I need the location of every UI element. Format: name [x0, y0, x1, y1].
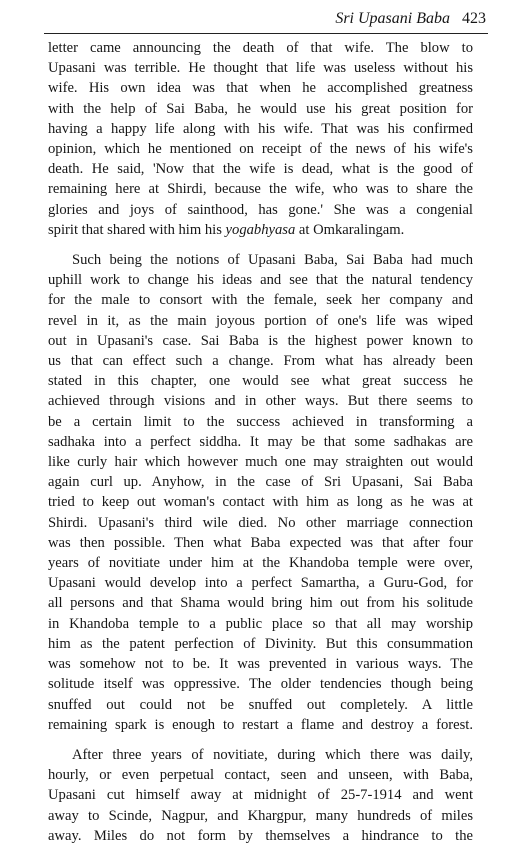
text-line: remaining here at Shirdi, because the wife, who was to share the [48, 181, 473, 198]
italic-term: yogabhyasa [225, 221, 296, 238]
text-line: was then possible. Then what Baba expected was that after four [48, 534, 473, 551]
text-line: out in Upasani's case. Sai Baba is the highest power known to [48, 332, 473, 349]
text-line: opinion, which he mentioned on receipt of the news of his wife's [48, 141, 473, 158]
text-line: years of novitiate under him at the Khandoba temple were over, [48, 555, 473, 572]
text-line: was somehow not to be. It was prevented in various ways. The [48, 656, 473, 673]
text-line: away to Scinde, Nagpur, and Khargpur, many hundreds of miles [48, 807, 473, 824]
text-line: Upasani was terrible. He thought that life was useless without his [48, 60, 473, 77]
page-number: 423 [462, 10, 486, 27]
text-line: in Khandoba temple to a public place so that all may worship [48, 615, 473, 632]
text-line: stated in this chapter, one would see what great success he [48, 373, 473, 390]
text-line: letter came announcing the death of that wife. The blow to [48, 40, 473, 56]
text-line: uphill work to change his ideas and see that the natural tendency [48, 272, 473, 289]
text-line: away. Miles do not form by themselves a hindrance to the [48, 827, 473, 844]
text-line: Shirdi. Upasani's third wile died. No other marriage connection [48, 514, 473, 531]
running-title: Sri Upasani Baba [335, 10, 450, 27]
text-line: wife. His own idea was that when he accomplished greatness [48, 80, 473, 97]
text-line: revel in it, as the main joyous portion of one's life was wiped [48, 312, 473, 329]
body-text [48, 38, 473, 846]
text-line: all persons and that Shama would bring him out from his solitude [48, 595, 473, 612]
text-line: us that can effect such a change. From what has already been [48, 353, 473, 370]
text-line: After three years of novitiate, during which there was daily, [72, 746, 473, 763]
text-line: achieved through visions and in other ways. But there seems to [48, 393, 473, 410]
text-line: remaining spark is enough to restart a flame and destroy a forest. [48, 716, 473, 733]
text-line: hourly, or even perpetual contact, seen and unseen, with Baba, [48, 767, 473, 784]
text-line: for the male to consort with the female, seek her company and [48, 292, 473, 309]
text-line: with the help of Sai Baba, he would use his great position for [48, 100, 473, 117]
text-line: Upasani would develop into a perfect Samartha, a Guru-God, for [48, 575, 473, 592]
paragraph-1 [48, 38, 473, 240]
running-header [335, 10, 486, 28]
text-line: like curly hair which however much one may straighten out would [48, 454, 473, 471]
text-line: solitude itself was oppressive. The older tendencies though being [48, 676, 473, 693]
text-line: again curl up. Anyhow, in the case of Sri Upasani, Sai Baba [48, 474, 473, 491]
text-line: him as the patent perfection of Divinity. But this consummation [48, 635, 473, 652]
text-line: Upasani cut himself away at midnight of 25-7-1914 and went [48, 787, 473, 804]
paragraph-2 [48, 250, 473, 735]
text-line: spirit that shared with him his yogabhyasa at Omkaralingam. [48, 221, 405, 238]
text-line: be a certain limit to the success achieved in transforming a [48, 413, 473, 430]
header-rule [44, 33, 488, 34]
line-tail: at Omkaralingam. [295, 221, 405, 238]
text-line: tried to keep out woman's contact with him as long as he was at [48, 494, 473, 511]
text-line: death. He said, 'Now that the wife is dead, what is the good of [48, 161, 473, 178]
text-line: sadhaka into a perfect siddha. It may be that some sadhakas are [48, 433, 473, 450]
text-line: having a happy life along with his wife. That was his confirmed [48, 120, 473, 137]
text-line: Such being the notions of Upasani Baba, Sai Baba had much [72, 252, 473, 269]
paragraph-3 [48, 745, 473, 846]
text-line: glories and joys of sainthood, has gone.' She was a congenial [48, 201, 473, 218]
text-line: snuffed out could not be snuffed out completely. A little [48, 696, 473, 713]
